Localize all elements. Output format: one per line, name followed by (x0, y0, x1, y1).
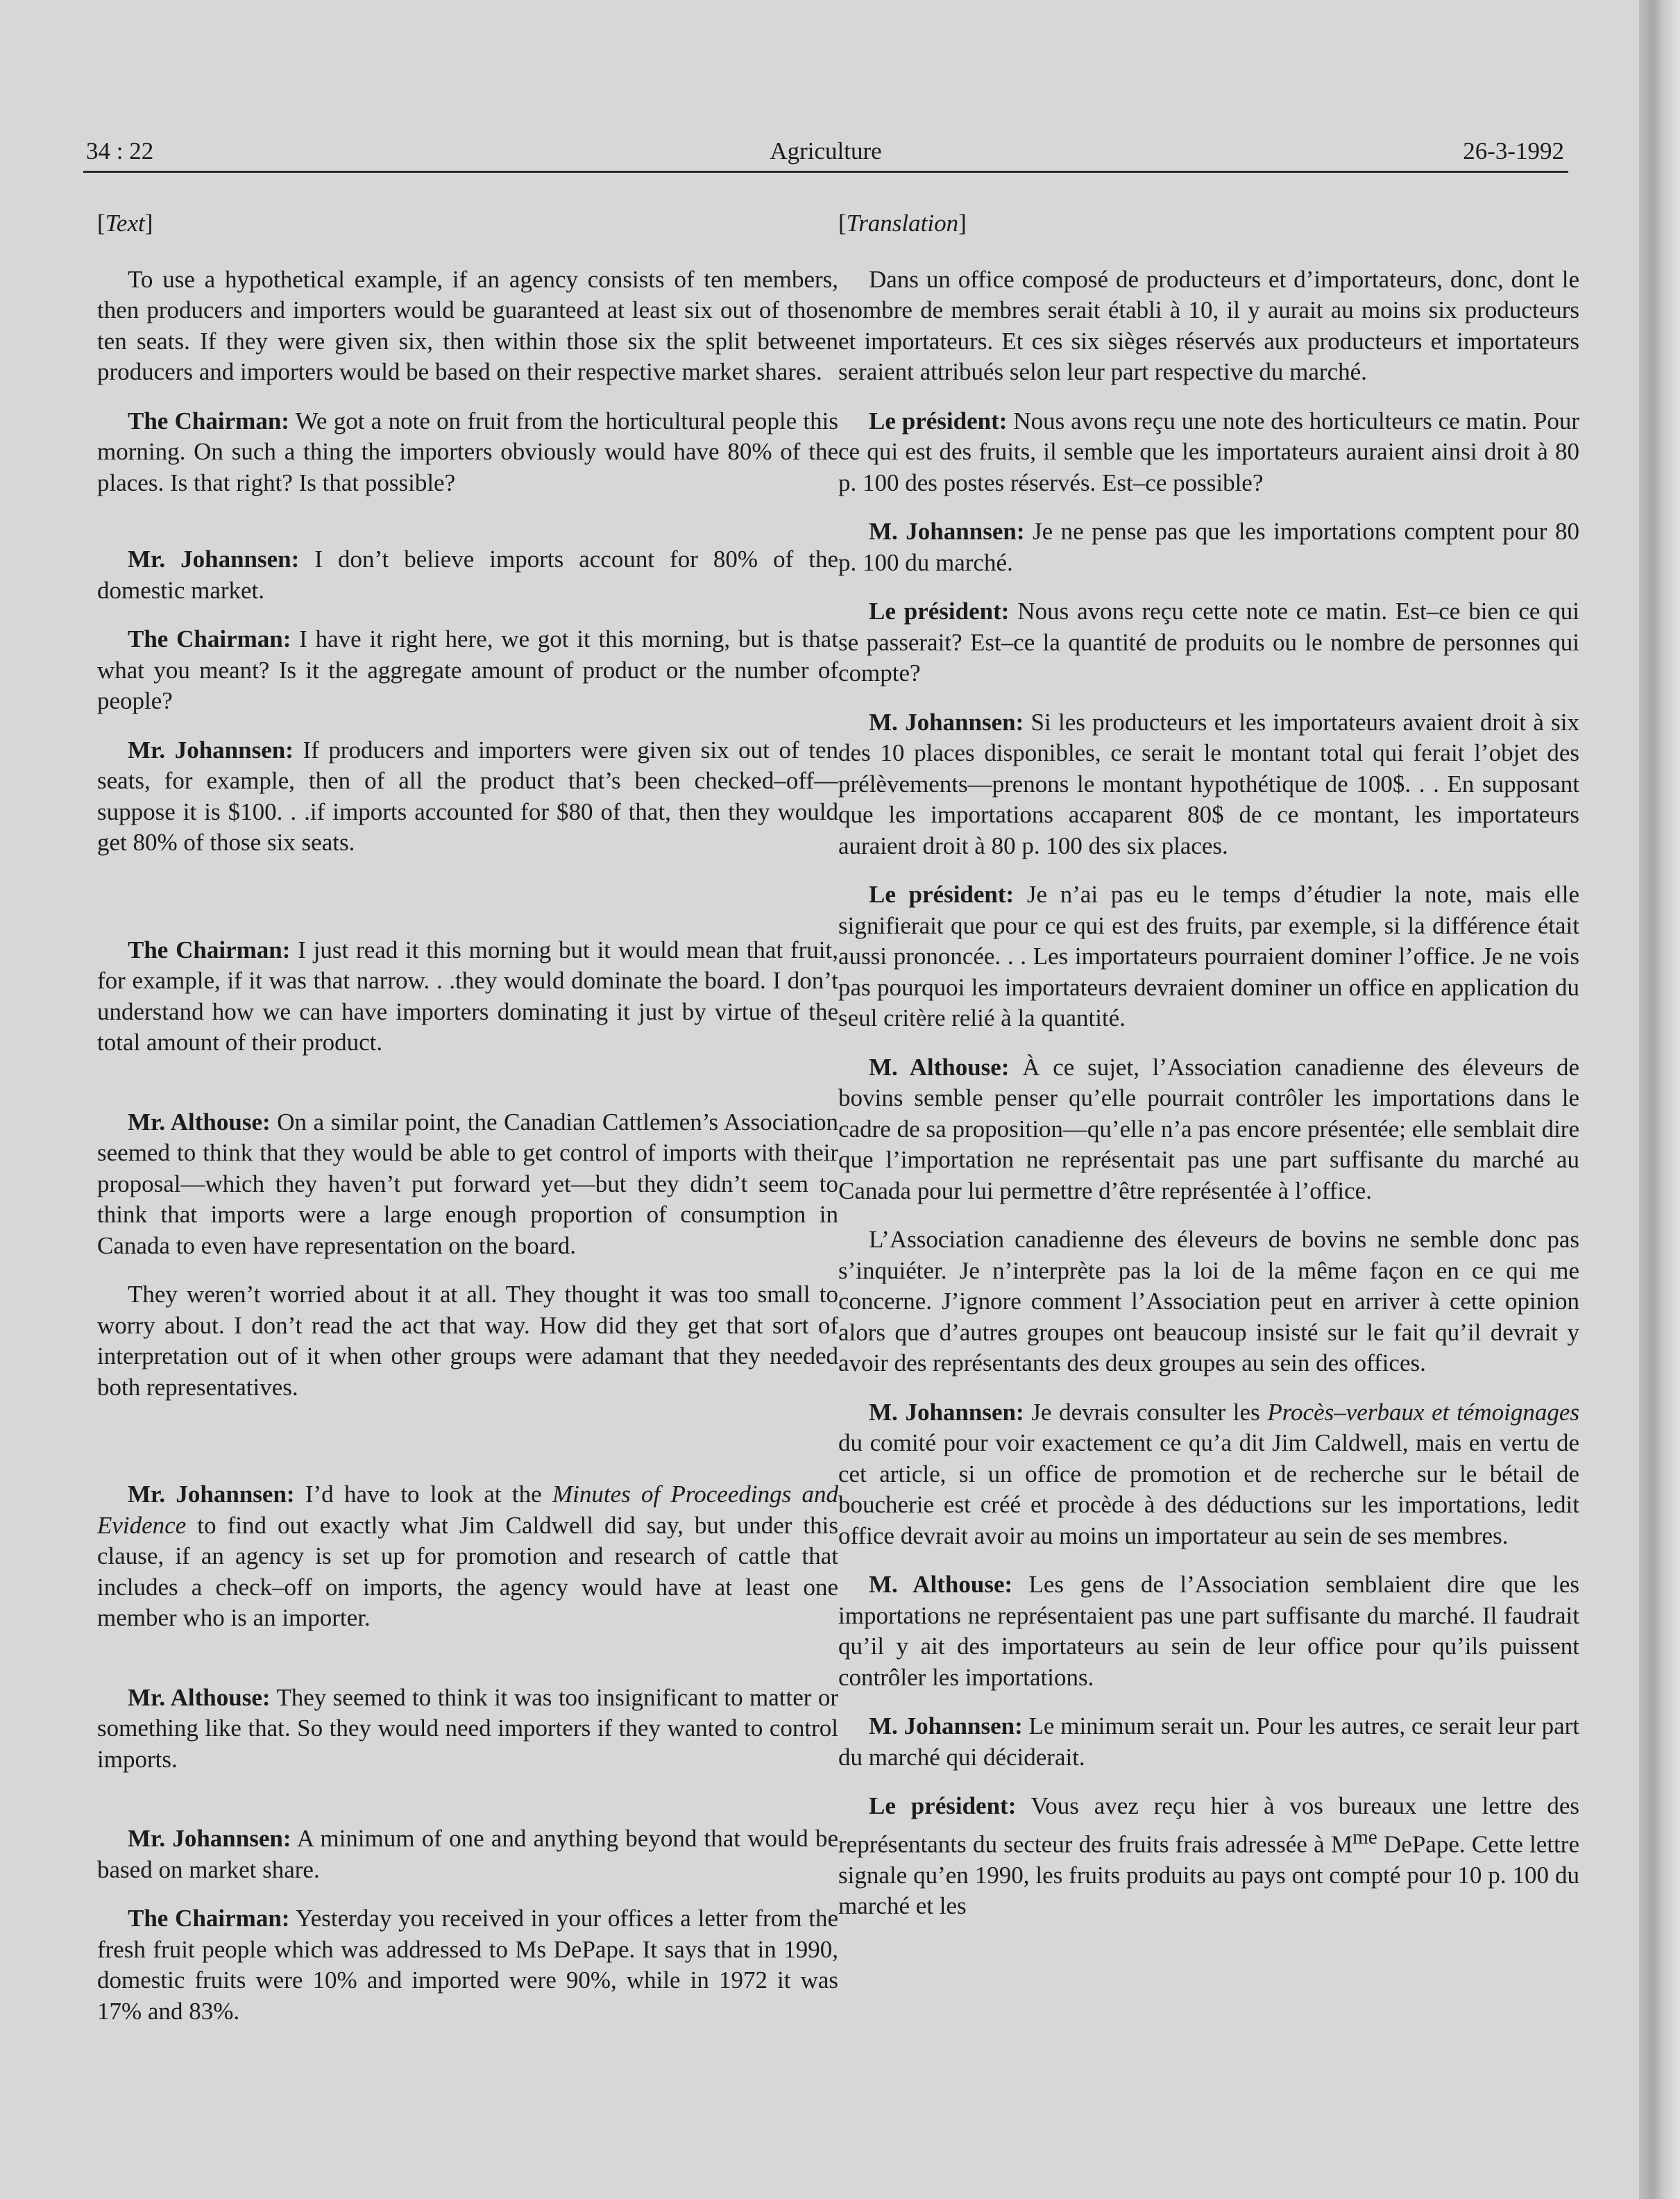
paragraph: To use a hypothetical example, if an agency consists of ten members, then producers and importers would be guaranteed at least six out of those ten seats. If they were given six, then within those six the split between producers and importers would be based on their respective market shares. (97, 265, 838, 385)
paragraph: Mr. Johannsen: If producers and importers were given six out of ten seats, for example, then of all the product that’s been checked–off—suppose it is $100. . .if imports accounted for $80 of that, then they would get 80% of those six seats. (97, 736, 838, 856)
speaker-name: The Chairman: (128, 407, 289, 435)
column-tag: [Text] (97, 210, 153, 237)
paragraph: Mr. Althouse: They seemed to think it was too insignificant to matter or something like that. So they would need importers if they wanted to control imports. (97, 1683, 839, 1773)
speaker-name: The Chairman: (128, 625, 291, 652)
paragraph: M. Althouse: Les gens de l’Association semblaient dire que les importations ne représentaient pas une part suffisante du marché. Il faudrait qu’il y ait des importateurs au sein de leur office pour qu’ils puissent contrôler les importations. (838, 1571, 1580, 1691)
paragraph: Mr. Althouse: On a similar point, the Canadian Cattlemen’s Association seemed to think that they would be able to get control of imports with their proposal—which they haven’t put forward yet—but they didn’t seem to think that imports were a large enough proportion of consumption in Canada to even have representation on the board. (97, 1108, 838, 1259)
paragraph: Le président: Je n’ai pas eu le temps d’étudier la note, mais elle signifierait que pour ce qui est des fruits, par exemple, si la différence était aussi prononcée. . . Les importateurs pourraient dominer l’office. Je ne vois pas pourquoi les importateurs devraient dominer un office en application du seul critère relié à la quantité. (838, 881, 1579, 1031)
speaker-name: Mr. Johannsen: (128, 736, 294, 764)
paragraph: The Chairman: I just read it this morning but it would mean that fruit, for example, if it was that narrow. . .they would dominate the board. I don’t understand how we can have importers dominating it just by virtue of the total amount of their product. (97, 936, 838, 1056)
paragraph: M. Johannsen: Si les producteurs et les importateurs avaient droit à six des 10 places disponibles, ce serait le montant total qui ferait l’objet des prélèvements—prenons le montant hypothétique de 100$. . . En supposant que les importations accaparent 80$ de ce montant, les importateurs auraient droit à 80 p. 100 des six places. (838, 708, 1579, 859)
speaker-name: M. Johannsen: (869, 1398, 1024, 1426)
paragraph: They weren’t worried about it at all. They thought it was too small to worry about. I don’t read the act that way. How did they get that sort of interpretation out of it when other groups were adamant that they needed both representatives. (97, 1281, 838, 1401)
paragraph: Le président: Nous avons reçu cette note ce matin. Est–ce bien ce qui se passerait? Est–ce la quantité de produits ou le nombre de personnes qui compte? (838, 598, 1579, 686)
paragraph: The Chairman: I have it right here, we got it this morning, but is that what you meant? Is it the aggregate amount of product or the number of people? (97, 625, 838, 714)
speaker-name: The Chairman: (128, 1905, 290, 1932)
paragraph: Mr. Johannsen: I don’t believe imports account for 80% of the domestic market. (97, 546, 838, 604)
paragraph: Le président: Vous avez reçu hier à vos bureaux une lettre des représentants du secteur des fruits frais adressée à $M^{me}$ DePape. Cette lettre signale qu’en 1990, les fruits produits au pays ont compté pour 10 p. 100 du marché et les (838, 1792, 1579, 1920)
speaker-name: M. Johannsen: (869, 708, 1024, 736)
header-date: 26-3-1992 (1463, 137, 1564, 165)
paragraph: M. Johannsen: Je devrais consulter les Procès–verbaux et témoignages du comité pour voir exactement ce qu’a dit Jim Caldwell, mais en vertu de cet article, si un office de promotion et de recherche sur le bétail de boucherie est créé et procède à des déductions sur les importations, ledit office devrait avoir au moins un importateur au sein de ses membres. (838, 1398, 1579, 1549)
speaker-name: Mr. Johannsen: (128, 546, 300, 573)
speaker-name: Mr. Johannsen: (128, 1825, 291, 1852)
paragraph: The Chairman: Yesterday you received in your offices a letter from the fresh fruit people which was addressed to Ms DePape. It says that in 1990, domestic fruits were 10% and imported were 90%, while in 1972 it was 17% and 83%. (97, 1905, 838, 2025)
superscript: me (1352, 1826, 1377, 1848)
running-header (83, 132, 1568, 173)
paragraph: Le président: Nous avons reçu une note des horticulteurs ce matin. Pour ce qui est des fruits, il semble que les importateurs auraient ainsi droit à 80 p. 100 des postes réservés. Est–ce possible? (838, 407, 1579, 496)
paragraph: L’Association canadienne des éleveurs de bovins ne semble donc pas s’inquiéter. Je n’interprète pas la loi de la même façon en ce qui me concerne. J’ignore comment l’Association peut en arriver à cette opinion alors que d’autres groupes ont beaucoup insisté sur le fait qu’il devrait y avoir des représentants des deux groupes au sein des offices. (838, 1226, 1579, 1376)
speaker-name: Le président: (869, 881, 1015, 908)
page-number: 34 : 22 (86, 137, 154, 165)
publication-title: Minutes of Proceedings and Evidence (97, 1481, 838, 1539)
paragraph: Mr. Johannsen: I’d have to look at the Minutes of Proceedings and Evidence to find out exactly what Jim Caldwell did say, but under this clause, if an agency is set up for promotion and research of cattle that includes a check–off on imports, the agency would have at least one member who is an importer. (97, 1481, 838, 1631)
paragraph: Mr. Johannsen: A minimum of one and anything beyond that would be based on market share. (97, 1825, 838, 1883)
speaker-name: M. Johannsen: (869, 1712, 1023, 1739)
speaker-name: Mr. Johannsen: (128, 1481, 295, 1508)
speaker-name: Le président: (869, 407, 1008, 435)
paragraph: The Chairman: We got a note on fruit from the horticultural people this morning. On such a thing the importers obviously would have 80% of the places. Is that right? Is that possible? (97, 407, 838, 496)
english-column (97, 208, 838, 2027)
column-tag: [Translation] (838, 210, 967, 237)
publication-title: Procès–verbaux et témoignages (1267, 1398, 1579, 1426)
paragraph: Dans un office composé de producteurs et d’importateurs, donc, dont le nombre de membres serait établi à 10, il y aurait au moins six producteurs et importateurs. Et ces six sièges réservés aux producteurs et importateurs seraient attribués selon leur part respective du marché. (838, 265, 1579, 385)
speaker-name: M. Johannsen: (869, 518, 1025, 545)
paragraph: M. Althouse: À ce sujet, l’Association canadienne des éleveurs de bovins semble penser qu’elle pourrait contrôler les importations dans le cadre de sa proposition—qu’elle n’a pas encore présentée; elle semblait dire que l’importation ne représentait pas une part suffisante du marché au Canada pour lui permettre d’être représentée à l’office. (838, 1053, 1580, 1204)
page-edge (1639, 0, 1680, 2199)
french-column (838, 208, 1579, 1922)
paragraph: M. Johannsen: Je ne pense pas que les importations comptent pour 80 p. 100 du marché. (838, 518, 1579, 576)
speaker-name: Le président: (869, 1792, 1017, 1819)
speaker-name: M. Althouse: (869, 1053, 1010, 1081)
journal-title: Agriculture (770, 137, 882, 165)
speaker-name: Mr. Althouse: (128, 1683, 271, 1711)
paragraph: M. Johannsen: Le minimum serait un. Pour les autres, ce serait leur part du marché qui déciderait. (838, 1712, 1579, 1771)
speaker-name: The Chairman: (128, 936, 291, 963)
speaker-name: Mr. Althouse: (128, 1108, 271, 1136)
speaker-name: Le président: (869, 598, 1010, 625)
speaker-name: M. Althouse: (869, 1571, 1013, 1598)
